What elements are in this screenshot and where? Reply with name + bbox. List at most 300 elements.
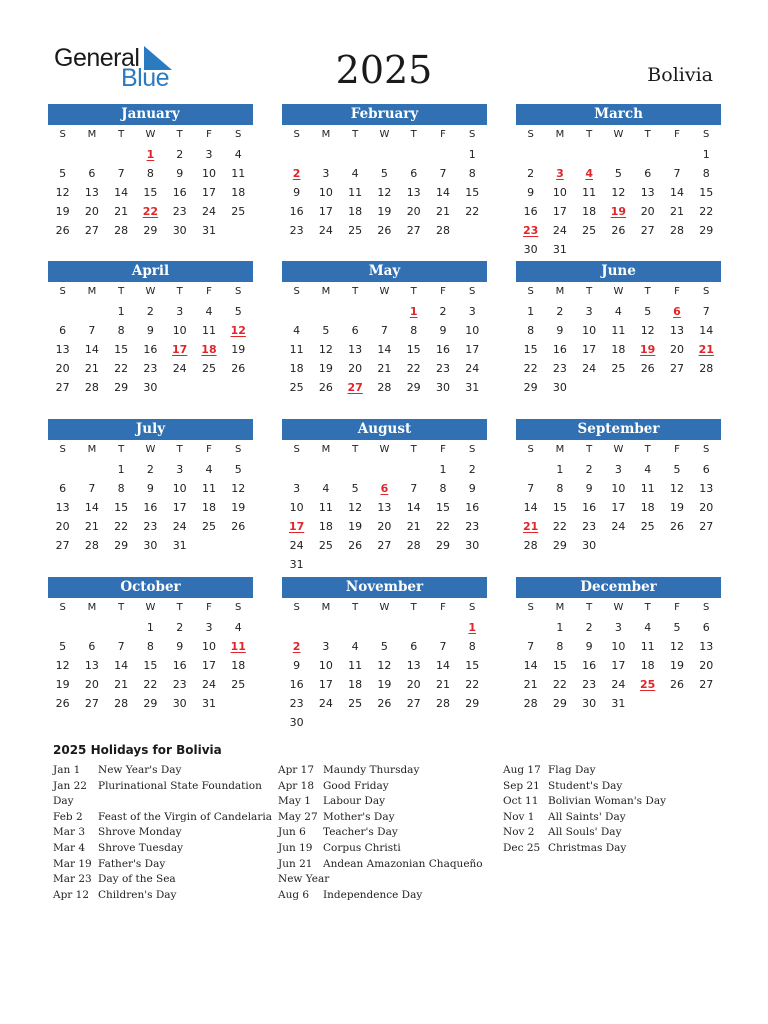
day-cell: 12 <box>669 482 684 495</box>
day-cell: 2 <box>468 463 476 476</box>
day-cell: 1 <box>117 463 125 476</box>
day-cell: 20 <box>406 678 421 691</box>
day-cell: 1 <box>556 463 564 476</box>
holiday-day-cell: 23 <box>522 224 539 237</box>
month-header: September <box>516 419 721 440</box>
empty-cell <box>662 240 691 259</box>
holiday-name: New Year's Day <box>98 764 182 776</box>
day-cell: 4 <box>234 148 242 161</box>
day-cell: 19 <box>348 520 363 533</box>
day-cell: 3 <box>176 463 184 476</box>
holiday-date: Aug 6 <box>278 888 310 901</box>
day-cell: 17 <box>318 205 333 218</box>
day-cell: 11 <box>231 167 246 180</box>
day-cell: 8 <box>556 482 564 495</box>
day-cell: 28 <box>84 381 99 394</box>
weekday-label: W <box>145 129 156 140</box>
holiday-date: Dec 25 <box>503 841 541 854</box>
week-row <box>282 202 487 221</box>
day-cell: 4 <box>351 167 359 180</box>
day-cell: 10 <box>201 167 216 180</box>
empty-cell <box>604 536 633 555</box>
month-header: March <box>516 104 721 125</box>
day-cell: 6 <box>59 482 67 495</box>
day-cell: 13 <box>348 343 363 356</box>
day-cell: 27 <box>55 381 70 394</box>
weekday-label: F <box>440 286 446 297</box>
holiday-item <box>503 794 728 810</box>
day-cell: 8 <box>702 167 710 180</box>
day-cell: 21 <box>669 205 684 218</box>
week-row <box>516 359 721 378</box>
empty-cell <box>224 694 253 713</box>
day-cell: 22 <box>552 678 567 691</box>
day-cell: 8 <box>146 640 154 653</box>
day-cell: 19 <box>231 343 246 356</box>
holiday-item <box>278 779 503 795</box>
day-cell: 10 <box>201 640 216 653</box>
week-row <box>48 302 253 321</box>
holiday-name: Teacher's Day <box>323 826 398 839</box>
month-header: April <box>48 261 253 282</box>
holiday-day-cell: 6 <box>673 305 681 318</box>
day-cell: 16 <box>523 205 538 218</box>
holiday-date: May 27 <box>278 810 318 823</box>
day-cell: 16 <box>435 343 450 356</box>
day-cell: 20 <box>55 362 70 375</box>
weekday-label: T <box>586 602 593 613</box>
weekday-row <box>516 598 721 618</box>
empty-cell <box>692 536 721 555</box>
week-row <box>48 618 253 637</box>
month-header: February <box>282 104 487 125</box>
day-cell: 30 <box>582 697 597 710</box>
day-cell: 29 <box>465 697 480 710</box>
day-cell: 28 <box>406 539 421 552</box>
day-cell: 30 <box>172 224 187 237</box>
empty-cell <box>428 713 457 732</box>
empty-cell <box>370 713 399 732</box>
weekday-label: T <box>352 129 359 140</box>
day-cell: 10 <box>611 640 626 653</box>
month-header: December <box>516 577 721 598</box>
day-cell: 22 <box>114 362 129 375</box>
empty-cell <box>224 221 253 240</box>
holiday-day-cell: 21 <box>522 520 539 533</box>
holiday-name: Independence Day <box>323 888 423 901</box>
empty-cell <box>311 618 340 637</box>
weekday-label: T <box>410 129 417 140</box>
month-april <box>48 261 253 397</box>
day-cell: 14 <box>669 186 684 199</box>
day-cell: 13 <box>699 482 714 495</box>
day-cell: 19 <box>377 678 392 691</box>
weekday-label: T <box>352 602 359 613</box>
day-cell: 25 <box>348 697 363 710</box>
day-cell: 20 <box>84 678 99 691</box>
day-cell: 20 <box>84 205 99 218</box>
day-cell: 1 <box>702 148 710 161</box>
empty-cell <box>77 460 106 479</box>
day-cell: 31 <box>201 697 216 710</box>
day-cell: 17 <box>611 501 626 514</box>
day-cell: 30 <box>172 697 187 710</box>
day-cell: 15 <box>465 186 480 199</box>
day-cell: 10 <box>582 324 597 337</box>
day-cell: 18 <box>348 678 363 691</box>
day-cell: 17 <box>318 678 333 691</box>
day-cell: 20 <box>699 501 714 514</box>
week-row <box>48 694 253 713</box>
week-row <box>48 202 253 221</box>
day-cell: 24 <box>289 539 304 552</box>
week-row <box>48 378 253 397</box>
week-row <box>48 145 253 164</box>
day-cell: 11 <box>640 482 655 495</box>
day-cell: 10 <box>172 324 187 337</box>
week-row <box>282 359 487 378</box>
week-row <box>516 656 721 675</box>
day-cell: 19 <box>669 659 684 672</box>
day-cell: 10 <box>465 324 480 337</box>
day-cell: 11 <box>289 343 304 356</box>
day-cell: 22 <box>523 362 538 375</box>
day-cell: 8 <box>117 482 125 495</box>
empty-cell <box>194 536 223 555</box>
day-cell: 25 <box>318 539 333 552</box>
day-cell: 31 <box>552 243 567 256</box>
weekday-label: S <box>235 286 242 297</box>
day-cell: 8 <box>146 167 154 180</box>
empty-cell <box>48 618 77 637</box>
day-cell: 8 <box>468 167 476 180</box>
month-march <box>516 104 721 259</box>
week-row <box>282 675 487 694</box>
year-title: 2025 <box>335 48 433 92</box>
day-cell: 23 <box>172 678 187 691</box>
day-cell: 11 <box>348 659 363 672</box>
day-cell: 12 <box>377 186 392 199</box>
month-july <box>48 419 253 555</box>
empty-cell <box>282 302 311 321</box>
day-cell: 27 <box>669 362 684 375</box>
weekday-row <box>48 282 253 302</box>
day-cell: 8 <box>527 324 535 337</box>
week-row <box>516 164 721 183</box>
holiday-column <box>278 763 503 903</box>
day-cell: 3 <box>322 167 330 180</box>
day-cell: 2 <box>556 305 564 318</box>
day-cell: 19 <box>231 501 246 514</box>
empty-cell <box>545 145 574 164</box>
day-cell: 8 <box>468 640 476 653</box>
day-cell: 1 <box>527 305 535 318</box>
holiday-date: Mar 3 <box>53 826 86 839</box>
day-cell: 12 <box>55 186 70 199</box>
week-row <box>282 183 487 202</box>
day-cell: 12 <box>231 482 246 495</box>
holiday-name: All Saints' Day <box>548 810 626 823</box>
day-cell: 4 <box>644 463 652 476</box>
day-cell: 24 <box>318 697 333 710</box>
day-cell: 24 <box>611 520 626 533</box>
empty-cell <box>399 555 428 574</box>
day-cell: 21 <box>84 362 99 375</box>
week-row <box>516 517 721 536</box>
month-header: October <box>48 577 253 598</box>
day-cell: 20 <box>348 362 363 375</box>
day-cell: 13 <box>55 501 70 514</box>
day-cell: 22 <box>465 205 480 218</box>
day-cell: 23 <box>172 205 187 218</box>
day-cell: 18 <box>582 205 597 218</box>
week-row <box>48 460 253 479</box>
holiday-item <box>53 810 278 826</box>
day-cell: 13 <box>84 186 99 199</box>
day-cell: 3 <box>176 305 184 318</box>
holiday-name: Maundy Thursday <box>323 764 420 776</box>
day-cell: 28 <box>523 539 538 552</box>
empty-cell <box>692 694 721 713</box>
weekday-label: S <box>235 602 242 613</box>
day-cell: 27 <box>377 539 392 552</box>
day-cell: 19 <box>318 362 333 375</box>
week-row <box>282 302 487 321</box>
holiday-item <box>503 810 728 826</box>
holiday-item <box>53 779 278 795</box>
holiday-day-cell: 17 <box>288 520 305 533</box>
holiday-day-cell: 1 <box>409 305 418 318</box>
empty-cell <box>370 145 399 164</box>
day-cell: 16 <box>172 659 187 672</box>
week-row <box>48 221 253 240</box>
month-header: June <box>516 261 721 282</box>
day-cell: 20 <box>377 520 392 533</box>
weekday-label: S <box>469 444 476 455</box>
day-cell: 18 <box>201 501 216 514</box>
day-cell: 13 <box>55 343 70 356</box>
day-cell: 14 <box>699 324 714 337</box>
week-row <box>516 378 721 397</box>
day-cell: 10 <box>318 186 333 199</box>
empty-cell <box>77 302 106 321</box>
weekday-label: S <box>527 129 534 140</box>
holiday-name: Father's Day <box>98 857 166 870</box>
day-cell: 20 <box>699 659 714 672</box>
day-cell: 5 <box>351 482 359 495</box>
day-cell: 9 <box>527 186 535 199</box>
day-cell: 9 <box>293 659 301 672</box>
day-cell: 28 <box>435 224 450 237</box>
weekday-label: T <box>410 286 417 297</box>
day-cell: 17 <box>582 343 597 356</box>
day-cell: 2 <box>585 621 593 634</box>
day-cell: 13 <box>669 324 684 337</box>
holiday-name: Andean Amazonian Chaqueño <box>323 857 483 870</box>
day-cell: 26 <box>669 678 684 691</box>
holiday-name: Shrove Monday <box>98 826 182 839</box>
holiday-item <box>278 888 503 904</box>
holiday-item <box>53 857 278 873</box>
day-cell: 2 <box>146 305 154 318</box>
day-cell: 7 <box>702 305 710 318</box>
day-cell: 19 <box>377 205 392 218</box>
holiday-day-cell: 22 <box>142 205 159 218</box>
month-header: July <box>48 419 253 440</box>
empty-cell <box>399 460 428 479</box>
weekday-label: F <box>440 602 446 613</box>
day-cell: 10 <box>552 186 567 199</box>
day-cell: 25 <box>201 362 216 375</box>
weekday-label: S <box>527 286 534 297</box>
weekday-row <box>48 598 253 618</box>
day-cell: 16 <box>582 501 597 514</box>
day-cell: 18 <box>318 520 333 533</box>
day-cell: 4 <box>205 463 213 476</box>
weekday-label: M <box>321 602 331 613</box>
holiday-item <box>53 841 278 857</box>
week-row <box>282 637 487 656</box>
day-cell: 19 <box>55 205 70 218</box>
week-row <box>48 479 253 498</box>
week-row <box>48 359 253 378</box>
day-cell: 28 <box>523 697 538 710</box>
day-cell: 22 <box>699 205 714 218</box>
day-cell: 30 <box>523 243 538 256</box>
month-october <box>48 577 253 713</box>
weekday-row <box>282 598 487 618</box>
empty-cell <box>692 378 721 397</box>
day-cell: 24 <box>582 362 597 375</box>
day-cell: 5 <box>322 324 330 337</box>
weekday-label: F <box>440 129 446 140</box>
day-cell: 2 <box>585 463 593 476</box>
day-cell: 9 <box>293 186 301 199</box>
holiday-day-cell: 18 <box>201 343 217 356</box>
day-cell: 26 <box>231 362 246 375</box>
day-cell: 3 <box>614 621 622 634</box>
day-cell: 31 <box>611 697 626 710</box>
day-cell: 7 <box>673 167 681 180</box>
day-cell: 12 <box>640 324 655 337</box>
day-cell: 12 <box>318 343 333 356</box>
day-cell: 6 <box>88 640 96 653</box>
day-cell: 14 <box>84 501 99 514</box>
holiday-day-cell: 27 <box>347 381 363 394</box>
empty-cell <box>282 618 311 637</box>
week-row <box>516 618 721 637</box>
empty-cell <box>341 460 370 479</box>
holiday-item <box>503 841 728 857</box>
day-cell: 12 <box>377 659 392 672</box>
empty-cell <box>458 221 487 240</box>
day-cell: 12 <box>55 659 70 672</box>
empty-cell <box>311 302 340 321</box>
day-cell: 14 <box>435 186 450 199</box>
empty-cell <box>370 302 399 321</box>
day-cell: 30 <box>143 381 158 394</box>
holiday-name: Christmas Day <box>548 841 627 854</box>
day-cell: 30 <box>435 381 450 394</box>
week-row <box>516 460 721 479</box>
week-row <box>516 202 721 221</box>
day-cell: 6 <box>644 167 652 180</box>
day-cell: 14 <box>406 501 421 514</box>
weekday-label: S <box>59 286 66 297</box>
empty-cell <box>370 618 399 637</box>
day-cell: 15 <box>435 501 450 514</box>
empty-cell <box>399 145 428 164</box>
day-cell: 4 <box>234 621 242 634</box>
day-cell: 13 <box>377 501 392 514</box>
holiday-date: Apr 18 <box>278 779 315 792</box>
day-cell: 5 <box>673 463 681 476</box>
day-cell: 25 <box>201 520 216 533</box>
empty-cell <box>399 618 428 637</box>
weekday-label: W <box>379 602 390 613</box>
holiday-date: Jan 22 <box>53 779 87 792</box>
weekday-label: M <box>87 444 97 455</box>
empty-cell <box>575 240 604 259</box>
weekday-label: T <box>118 286 125 297</box>
day-cell: 3 <box>468 305 476 318</box>
day-cell: 14 <box>523 501 538 514</box>
day-cell: 13 <box>699 640 714 653</box>
week-row <box>48 498 253 517</box>
day-cell: 10 <box>172 482 187 495</box>
holiday-name: Labour Day <box>323 795 386 808</box>
day-cell: 4 <box>322 482 330 495</box>
holiday-name: Feast of the Virgin of Candelaria <box>98 810 272 823</box>
day-cell: 9 <box>585 482 593 495</box>
weekday-label: W <box>145 602 156 613</box>
week-row <box>282 498 487 517</box>
empty-cell <box>165 378 194 397</box>
day-cell: 5 <box>380 640 388 653</box>
week-row <box>282 713 487 732</box>
holiday-item <box>278 841 503 857</box>
weekday-row <box>282 125 487 145</box>
weekday-label: T <box>352 286 359 297</box>
day-cell: 16 <box>552 343 567 356</box>
week-row <box>282 378 487 397</box>
day-cell: 9 <box>556 324 564 337</box>
weekday-label: T <box>644 286 651 297</box>
day-cell: 24 <box>318 224 333 237</box>
day-cell: 11 <box>348 186 363 199</box>
day-cell: 23 <box>582 520 597 533</box>
day-cell: 17 <box>465 343 480 356</box>
week-row <box>48 536 253 555</box>
empty-cell <box>107 145 136 164</box>
day-cell: 18 <box>289 362 304 375</box>
month-header: November <box>282 577 487 598</box>
day-cell: 28 <box>377 381 392 394</box>
day-cell: 2 <box>176 148 184 161</box>
month-december <box>516 577 721 713</box>
holiday-date: Mar 4 <box>53 841 86 854</box>
day-cell: 29 <box>143 224 158 237</box>
country-label: Bolivia <box>647 64 713 86</box>
week-row <box>282 321 487 340</box>
day-cell: 26 <box>55 224 70 237</box>
logo-blue-text: Blue <box>121 64 170 92</box>
day-cell: 4 <box>614 305 622 318</box>
day-cell: 3 <box>585 305 593 318</box>
day-cell: 26 <box>348 539 363 552</box>
holiday-date: Nov 2 <box>503 826 535 839</box>
empty-cell <box>633 240 662 259</box>
